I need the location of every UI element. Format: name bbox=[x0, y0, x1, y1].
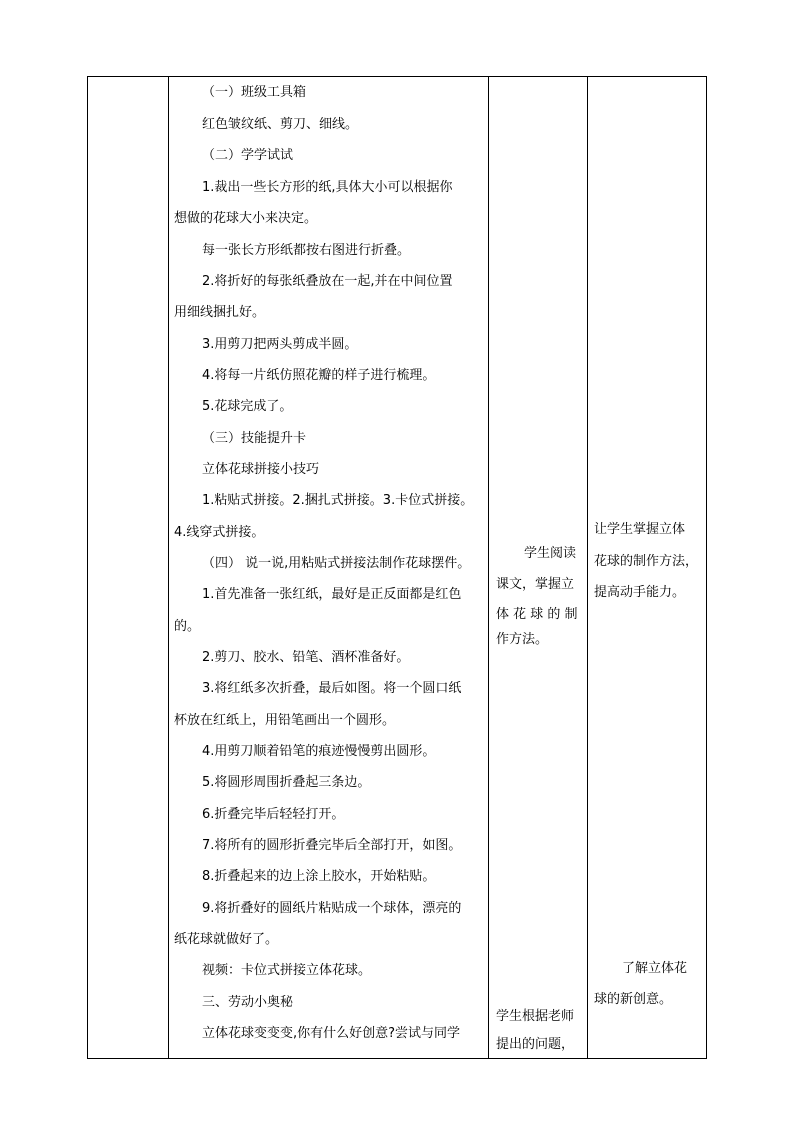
student-activity-line: 作方法。 bbox=[496, 632, 549, 647]
student-activity-line: 体 花 球 的 制 bbox=[496, 607, 578, 622]
content-line: 想做的花球大小来决定。 bbox=[174, 211, 318, 226]
column-divider bbox=[587, 77, 588, 1058]
content-line: 立体花球变变变,你有什么好创意?尝试与同学 bbox=[202, 1026, 461, 1041]
content-line: （二）学学试试 bbox=[202, 148, 294, 163]
content-line: 的。 bbox=[174, 619, 201, 634]
content-line: 2.剪刀、胶水、铅笔、酒杯准备好。 bbox=[202, 650, 410, 665]
content-line: 每一张长方形纸都按右图进行折叠。 bbox=[202, 243, 411, 258]
content-line: 杯放在红纸上，用铅笔画出一个圆形。 bbox=[174, 713, 396, 728]
content-line: 3.将红纸多次折叠，最后如图。将一个圆口纸 bbox=[202, 681, 462, 696]
student-activity-line: 提出的问题， bbox=[496, 1037, 575, 1052]
student-activity-line: 学生根据老师 bbox=[496, 1009, 575, 1024]
content-line: 9.将折叠好的圆纸片粘贴成一个球体，漂亮的 bbox=[202, 901, 462, 916]
design-intent-line: 让学生掌握立体 bbox=[594, 522, 686, 537]
design-intent-line: 球的新创意。 bbox=[594, 992, 673, 1007]
content-line: （一）班级工具箱 bbox=[202, 85, 307, 100]
content-line: 红色皱纹纸、剪刀、细线。 bbox=[202, 117, 359, 132]
student-activity-line: 课文，掌握立 bbox=[496, 577, 575, 592]
content-line: （三）技能提升卡 bbox=[202, 431, 307, 446]
content-line: 用细线捆扎好。 bbox=[174, 305, 266, 320]
column-divider bbox=[488, 77, 489, 1058]
column-divider bbox=[168, 77, 169, 1058]
content-line: 视频：卡位式拼接立体花球。 bbox=[202, 963, 372, 978]
content-line: （四） 说一说,用粘贴式拼接法制作花球摆件。 bbox=[202, 556, 471, 571]
design-intent-line: 提高动手能力。 bbox=[594, 585, 686, 600]
content-line: 5.花球完成了。 bbox=[202, 399, 293, 414]
content-line: 1.粘贴式拼接。2.捆扎式拼接。3.卡位式拼接。 bbox=[202, 493, 474, 508]
content-line: 4.将每一片纸仿照花瓣的样子进行梳理。 bbox=[202, 368, 436, 383]
content-line: 三、劳动小奥秘 bbox=[202, 995, 294, 1010]
design-intent-line: 花球的制作方法， bbox=[594, 554, 699, 569]
content-line: 4.用剪刀顺着铅笔的痕迹慢慢剪出圆形。 bbox=[202, 744, 436, 759]
content-line: 4.线穿式拼接。 bbox=[174, 525, 265, 540]
content-line: 纸花球就做好了。 bbox=[174, 932, 279, 947]
student-activity-line: 学生阅读 bbox=[524, 546, 577, 561]
content-line: 立体花球拼接小技巧 bbox=[202, 462, 320, 477]
content-line: 7.将所有的圆形折叠完毕后全部打开，如图。 bbox=[202, 838, 462, 853]
design-intent-line: 了解立体花 bbox=[622, 961, 688, 976]
content-line: 2.将折好的每张纸叠放在一起,并在中间位置 bbox=[202, 274, 453, 289]
content-line: 1.首先准备一张红纸，最好是正反面都是红色 bbox=[202, 587, 462, 602]
content-line: 8.折叠起来的边上涂上胶水，开始粘贴。 bbox=[202, 869, 436, 884]
content-line: 5.将圆形周围折叠起三条边。 bbox=[202, 775, 371, 790]
lesson-table bbox=[87, 76, 707, 1059]
content-line: 3.用剪刀把两头剪成半圆。 bbox=[202, 337, 358, 352]
content-line: 6.折叠完毕后轻轻打开。 bbox=[202, 807, 345, 822]
content-line: 1.裁出一些长方形的纸,具体大小可以根据你 bbox=[202, 180, 453, 195]
